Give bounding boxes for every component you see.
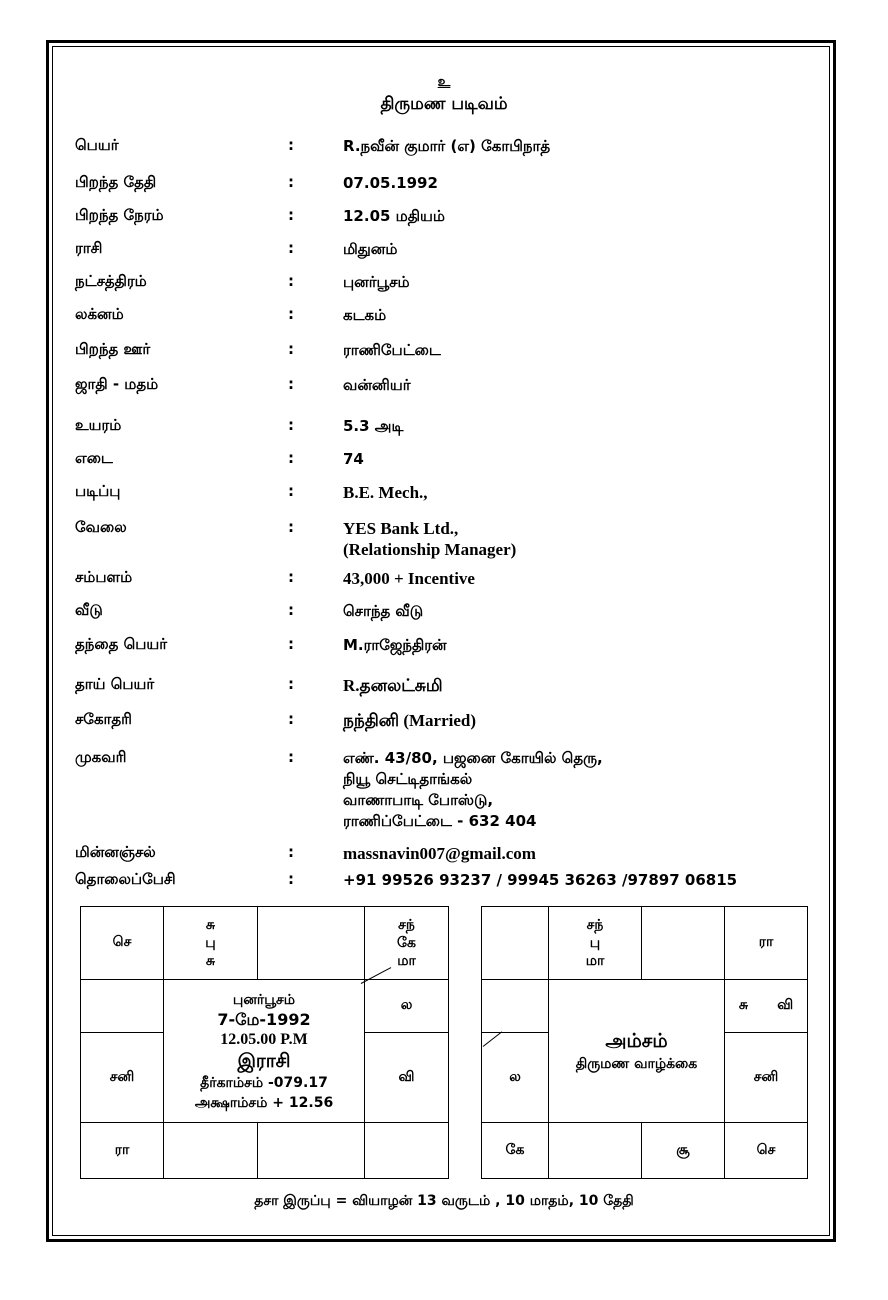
field-value <box>343 416 403 437</box>
field-label: தொலைப்பேசி <box>75 870 176 888</box>
field-value <box>343 675 443 696</box>
chart-house-cell <box>548 906 642 980</box>
field-value <box>343 518 516 560</box>
chart-house-cell <box>481 1122 549 1179</box>
planet-label: பு <box>589 935 601 951</box>
field-separator: : <box>288 305 294 323</box>
field-value-line: massnavin007@gmail.com <box>343 844 536 863</box>
field-label: பெயர் <box>75 136 119 154</box>
chart-house-cell <box>80 1032 164 1123</box>
field-value <box>343 136 550 157</box>
chart-house-cell <box>257 1122 365 1179</box>
header-symbol: உ <box>437 74 451 90</box>
field-value <box>343 710 476 731</box>
chart-house-cell <box>724 906 808 980</box>
field-separator: : <box>288 206 294 224</box>
chart-house-cell <box>80 906 164 980</box>
rasi-center-line: இராசி <box>237 1049 291 1072</box>
chart-house-cell <box>364 1032 449 1123</box>
field-value-line: நியூ செட்டிதாங்கல் <box>343 770 473 788</box>
field-label: ஜாதி - மதம் <box>75 375 159 393</box>
field-value <box>343 375 411 396</box>
planet-label: சனி <box>109 1068 135 1085</box>
planet-label: பு <box>205 935 216 951</box>
planet-label: சு வி <box>738 997 794 1013</box>
chart-house-cell <box>481 1032 549 1123</box>
planet-label: செ <box>112 934 132 950</box>
amsam-center-info <box>548 979 725 1123</box>
planet-label: சனி <box>753 1068 779 1085</box>
field-label: எடை <box>75 449 113 467</box>
planet-label: சு <box>205 917 216 933</box>
chart-house-cell <box>641 1122 725 1179</box>
field-separator: : <box>288 518 294 536</box>
chart-house-cell <box>80 1122 164 1179</box>
page-title: திருமண படிவம் <box>380 94 508 114</box>
field-value-line: B.E. Mech., <box>343 483 428 502</box>
field-value <box>343 748 603 832</box>
field-separator: : <box>288 568 294 586</box>
chart-house-cell <box>481 979 549 1033</box>
planet-label: சந் <box>586 917 604 933</box>
field-value-line: 5.3 அடி <box>343 417 404 435</box>
field-label: தந்தை பெயர் <box>75 635 168 653</box>
rasi-chart <box>80 906 448 1178</box>
chart-house-cell <box>724 1122 808 1179</box>
field-value <box>343 239 397 260</box>
dasa-balance: தசா இருப்பு = வியாழன் 13 வருடம் , 10 மாதம், 10 தேதி <box>254 1193 634 1209</box>
chart-house-cell <box>364 906 449 980</box>
field-value <box>343 449 364 470</box>
field-separator: : <box>288 375 294 393</box>
field-value-line: (Relationship Manager) <box>343 540 517 559</box>
field-value-line: R.நவீன் குமார் (எ) கோபிநாத் <box>343 137 551 155</box>
amsam-center-line: அம்சம் <box>605 1030 668 1052</box>
field-separator: : <box>288 239 294 257</box>
field-value-line: +91 99526 93237 / 99945 36263 /97897 06815 <box>343 871 738 889</box>
chart-house-cell <box>364 979 449 1033</box>
field-value-line: 07.05.1992 <box>343 174 438 192</box>
planet-label: சு <box>205 953 216 969</box>
field-label: தாய் பெயர் <box>75 675 155 693</box>
field-value-line: ராணிபேட்டை <box>343 341 441 359</box>
field-separator: : <box>288 675 294 693</box>
chart-house-cell <box>163 1122 258 1179</box>
field-value <box>343 601 423 622</box>
field-value <box>343 272 410 293</box>
field-separator: : <box>288 870 294 888</box>
field-value <box>343 635 447 656</box>
field-value-line: YES Bank Ltd., <box>343 519 459 538</box>
planet-label: ரா <box>758 934 774 950</box>
field-separator: : <box>288 635 294 653</box>
planet-label: கே <box>397 935 416 951</box>
field-label: சம்பளம் <box>75 568 133 586</box>
field-value <box>343 340 441 361</box>
field-value-line: வாணாபாடி போஸ்டு, <box>343 791 494 809</box>
field-separator: : <box>288 340 294 358</box>
field-label: பிறந்த தேதி <box>75 173 157 191</box>
planet-label: வி <box>398 1068 415 1085</box>
field-separator: : <box>288 482 294 500</box>
field-value-line: M.ராஜேந்திரன் <box>343 636 447 654</box>
planet-label: சந் <box>398 917 415 933</box>
field-value <box>343 870 737 891</box>
field-value-line: வன்னியர் <box>343 376 411 394</box>
field-value-line: சொந்த வீடு <box>343 602 424 620</box>
field-value-line: கடகம் <box>343 306 387 324</box>
field-separator: : <box>288 601 294 619</box>
field-separator: : <box>288 173 294 191</box>
field-label: மின்னஞ்சல் <box>75 843 156 861</box>
field-value-line: நந்தினி (Married) <box>343 711 477 730</box>
field-label: படிப்பு <box>75 482 121 500</box>
planet-label: ல <box>509 1068 521 1085</box>
chart-house-cell <box>364 1122 449 1179</box>
field-value-line: ராணிப்பேட்டை - 632 404 <box>343 812 537 830</box>
field-label: வீடு <box>75 601 103 619</box>
planet-label: செ <box>756 1141 776 1158</box>
rasi-center-line: புனர்பூசம் <box>232 991 296 1008</box>
chart-house-cell <box>548 1122 642 1179</box>
field-label: உயரம் <box>75 416 122 434</box>
field-value-line: 12.05 மதியம் <box>343 207 445 225</box>
planet-label: கே <box>505 1141 525 1158</box>
field-separator: : <box>288 272 294 290</box>
planet-label: ல <box>400 997 413 1013</box>
planet-label: ரா <box>114 1141 130 1158</box>
field-label: பிறந்த ஊர் <box>75 340 151 358</box>
chart-house-cell <box>80 979 164 1033</box>
field-value-line: 43,000 + Incentive <box>343 569 475 588</box>
field-label: நட்சத்திரம் <box>75 272 147 290</box>
field-separator: : <box>288 710 294 728</box>
field-value <box>343 206 445 227</box>
planet-label: மா <box>397 953 416 969</box>
field-label: வேலை <box>75 518 127 536</box>
field-label: முகவரி <box>75 748 127 766</box>
chart-house-cell <box>641 906 725 980</box>
rasi-center-line: 7-மே-1992 <box>217 1009 311 1029</box>
rasi-center-line: அக்ஷாம்சம் + 12.56 <box>194 1094 334 1111</box>
chart-house-cell <box>724 979 808 1033</box>
rasi-center-line: தீர்காம்சம் -079.17 <box>200 1074 328 1091</box>
chart-house-cell <box>257 906 365 980</box>
field-value-line: எண். 43/80, பஜனை கோயில் தெரு, <box>343 749 603 767</box>
field-separator: : <box>288 136 294 154</box>
field-separator: : <box>288 843 294 861</box>
field-value <box>343 843 536 864</box>
field-label: லக்னம் <box>75 305 124 323</box>
chart-house-cell <box>481 906 549 980</box>
field-value-line: மிதுனம் <box>343 240 398 258</box>
chart-house-cell <box>724 1032 808 1123</box>
field-separator: : <box>288 748 294 766</box>
planet-label: சூ <box>676 1141 690 1158</box>
field-label: ராசி <box>75 239 103 257</box>
field-separator: : <box>288 416 294 434</box>
field-separator: : <box>288 449 294 467</box>
field-value <box>343 482 428 503</box>
field-value-line: R.தனலட்சுமி <box>343 676 443 695</box>
amsam-center-line: திருமண வாழ்க்கை <box>575 1056 698 1072</box>
field-value-line: 74 <box>343 450 364 468</box>
field-label: சகோதரி <box>75 710 132 728</box>
amsam-chart <box>481 906 807 1178</box>
field-value <box>343 568 475 589</box>
field-value <box>343 173 438 194</box>
chart-house-cell <box>163 906 258 980</box>
field-label: பிறந்த நேரம் <box>75 206 164 224</box>
field-value <box>343 305 386 326</box>
rasi-center-line: 12.05.00 P.M <box>220 1030 308 1048</box>
field-value-line: புனர்பூசம் <box>343 273 410 291</box>
rasi-center-info <box>163 979 365 1123</box>
planet-label: மா <box>585 953 605 969</box>
